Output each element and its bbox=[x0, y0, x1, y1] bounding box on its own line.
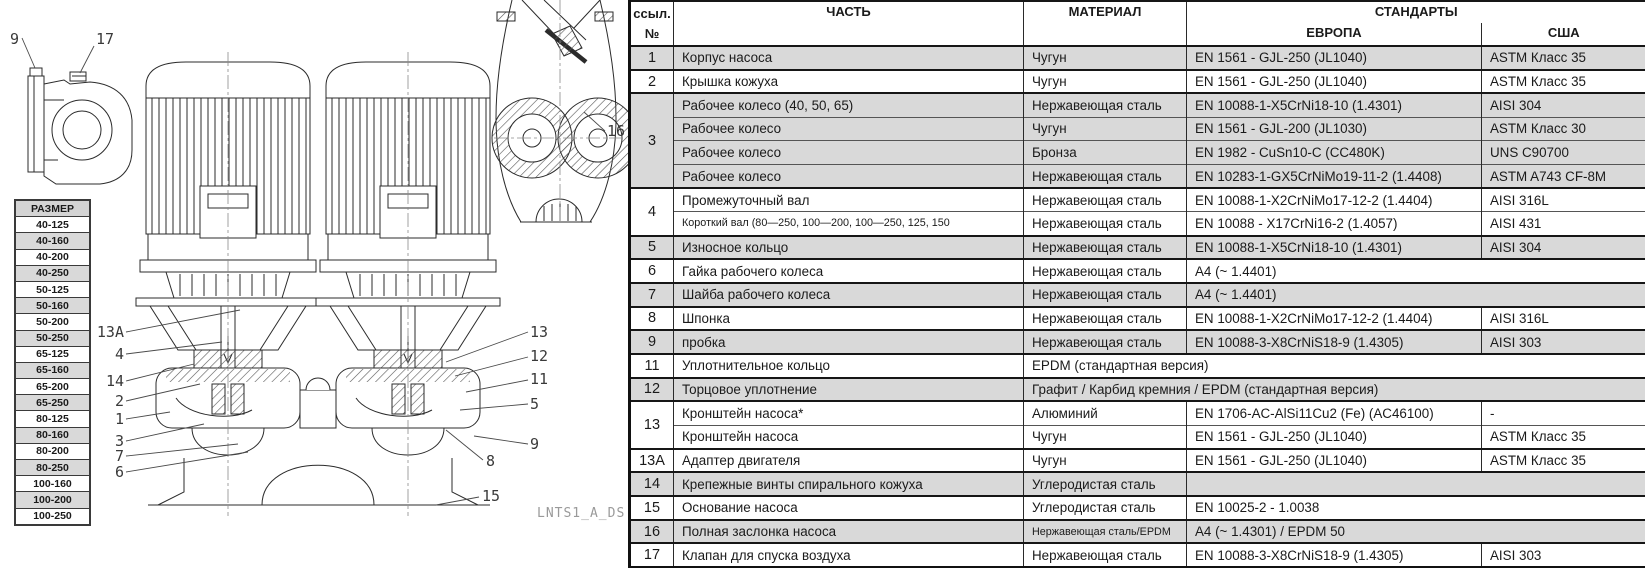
size-table-body bbox=[15, 217, 90, 525]
size-value: 50-200 bbox=[15, 314, 90, 330]
standard-europe: EN 1561 - GJL-250 (JL1040) bbox=[1187, 46, 1482, 70]
size-row bbox=[15, 411, 90, 427]
material: Нержавеющая сталь bbox=[1024, 259, 1187, 283]
parts-row bbox=[630, 93, 1645, 117]
callout-3: 3 bbox=[115, 432, 124, 450]
part-name: Полная заслонка насоса bbox=[674, 520, 1024, 544]
standard-combined: A4 (~ 1.4401) bbox=[1187, 259, 1645, 283]
standard-europe: EN 10088-1-X5CrNi18-10 (1.4301) bbox=[1187, 236, 1482, 260]
standard-usa: ASTM Класс 35 bbox=[1482, 70, 1645, 94]
part-name: Торцовое уплотнение bbox=[674, 378, 1024, 402]
col-header-ref-line1: ссыл. bbox=[633, 4, 671, 24]
standard-usa: UNS C90700 bbox=[1482, 141, 1645, 165]
ref-number: 15 bbox=[630, 496, 674, 520]
ref-number: 11 bbox=[630, 354, 674, 378]
size-row bbox=[15, 379, 90, 395]
callout-15: 15 bbox=[482, 487, 500, 505]
standard-europe: EN 1561 - GJL-250 (JL1040) bbox=[1187, 70, 1482, 94]
part-name: Кронштейн насоса* bbox=[674, 401, 1024, 425]
material: Чугун bbox=[1024, 117, 1187, 141]
material: Чугун bbox=[1024, 425, 1187, 449]
col-header-ref bbox=[630, 1, 674, 46]
parts-row bbox=[630, 330, 1645, 354]
size-value: 50-160 bbox=[15, 298, 90, 314]
callout-7: 7 bbox=[115, 447, 124, 465]
callout-17: 17 bbox=[96, 30, 114, 48]
standard-usa: AISI 431 bbox=[1482, 212, 1645, 236]
parts-row bbox=[630, 117, 1645, 141]
size-row bbox=[15, 217, 90, 233]
standard-usa: AISI 303 bbox=[1482, 330, 1645, 354]
size-value: 100-160 bbox=[15, 476, 90, 492]
size-value: 40-125 bbox=[15, 217, 90, 233]
callout-14: 14 bbox=[106, 372, 124, 390]
parts-row bbox=[630, 46, 1645, 70]
size-value: 80-200 bbox=[15, 443, 90, 459]
col-header-europe: ЕВРОПА bbox=[1187, 23, 1482, 46]
size-value: 50-250 bbox=[15, 330, 90, 346]
material: Алюминий bbox=[1024, 401, 1187, 425]
callout-1: 1 bbox=[115, 410, 124, 428]
material: Нержавеющая сталь bbox=[1024, 543, 1187, 567]
callout-13: 13 bbox=[530, 323, 548, 341]
standard-combined: A4 (~ 1.4401) bbox=[1187, 283, 1645, 307]
material-combined: Графит / Карбид кремния / EPDM (стандартная версия) bbox=[1024, 378, 1645, 402]
size-table-header: РАЗМЕР bbox=[15, 200, 90, 217]
part-name: Крепежные винты спирального кожуха bbox=[674, 472, 1024, 496]
ref-number: 9 bbox=[630, 330, 674, 354]
callout-5: 5 bbox=[530, 395, 539, 413]
part-name: Основание насоса bbox=[674, 496, 1024, 520]
material: Нержавеющая сталь bbox=[1024, 283, 1187, 307]
parts-row bbox=[630, 543, 1645, 567]
ref-number: 17 bbox=[630, 543, 674, 567]
size-value: 40-250 bbox=[15, 265, 90, 281]
standard-europe: EN 1706-AC-AlSi11Cu2 (Fe) (AC46100) bbox=[1187, 401, 1482, 425]
part-name: Рабочее колесо (40, 50, 65) bbox=[674, 93, 1024, 117]
parts-row bbox=[630, 472, 1645, 496]
standard-combined: EN 10025-2 - 1.0038 bbox=[1187, 496, 1645, 520]
callout-2: 2 bbox=[115, 392, 124, 410]
ref-number: 6 bbox=[630, 259, 674, 283]
size-row bbox=[15, 362, 90, 378]
part-name: Гайка рабочего колеса bbox=[674, 259, 1024, 283]
callout-13A: 13A bbox=[97, 323, 124, 341]
ref-number: 1 bbox=[630, 46, 674, 70]
callout-9-drain: 9 bbox=[530, 435, 539, 453]
parts-row bbox=[630, 520, 1645, 544]
size-row bbox=[15, 265, 90, 281]
part-name: Износное кольцо bbox=[674, 236, 1024, 260]
standard-europe: EN 1561 - GJL-250 (JL1040) bbox=[1187, 449, 1482, 473]
material: Углеродистая сталь bbox=[1024, 472, 1187, 496]
ref-number: 7 bbox=[630, 283, 674, 307]
part-name: Крышка кожуха bbox=[674, 70, 1024, 94]
standard-europe: EN 1561 - GJL-250 (JL1040) bbox=[1187, 425, 1482, 449]
pump-cross-section-diagram bbox=[0, 0, 628, 543]
size-row bbox=[15, 427, 90, 443]
parts-row bbox=[630, 449, 1645, 473]
size-value: 50-125 bbox=[15, 281, 90, 297]
col-header-part: ЧАСТЬ bbox=[674, 1, 1024, 46]
standard-usa: AISI 316L bbox=[1482, 188, 1645, 212]
standard-europe: EN 1561 - GJL-200 (JL1030) bbox=[1187, 117, 1482, 141]
ref-number: 5 bbox=[630, 236, 674, 260]
size-row bbox=[15, 249, 90, 265]
parts-row bbox=[630, 496, 1645, 520]
standard-europe: EN 10088 - X17CrNi16-2 (1.4057) bbox=[1187, 212, 1482, 236]
standard-europe: EN 10088-1-X5CrNi18-10 (1.4301) bbox=[1187, 93, 1482, 117]
standard-europe: EN 10088-1-X2CrNiMo17-12-2 (1.4404) bbox=[1187, 188, 1482, 212]
ref-number: 14 bbox=[630, 472, 674, 496]
standard-usa: AISI 304 bbox=[1482, 93, 1645, 117]
material: Нержавеющая сталь bbox=[1024, 330, 1187, 354]
part-name: пробка bbox=[674, 330, 1024, 354]
size-value: 100-250 bbox=[15, 508, 90, 525]
ref-number: 12 bbox=[630, 378, 674, 402]
callout-9: 9 bbox=[10, 30, 19, 48]
part-name: Кронштейн насоса bbox=[674, 425, 1024, 449]
material: Чугун bbox=[1024, 70, 1187, 94]
ref-number: 13 bbox=[630, 401, 674, 448]
parts-row bbox=[630, 236, 1645, 260]
suction-flange-side-view bbox=[28, 68, 132, 184]
standard-usa: AISI 316L bbox=[1482, 307, 1645, 331]
col-header-usa: США bbox=[1482, 23, 1645, 46]
col-header-material: МАТЕРИАЛ bbox=[1024, 1, 1187, 46]
size-row bbox=[15, 508, 90, 525]
standard-usa: ASTM Класс 30 bbox=[1482, 117, 1645, 141]
col-header-ref-line2: № bbox=[633, 24, 671, 44]
material-combined: EPDM (стандартная версия) bbox=[1024, 354, 1645, 378]
pump-diagram-panel bbox=[0, 0, 628, 543]
size-row bbox=[15, 233, 90, 249]
size-value: 40-200 bbox=[15, 249, 90, 265]
parts-row bbox=[630, 425, 1645, 449]
size-value: 80-250 bbox=[15, 460, 90, 476]
callout-8: 8 bbox=[486, 452, 495, 470]
standard-combined bbox=[1187, 472, 1645, 496]
size-row bbox=[15, 330, 90, 346]
callout-12: 12 bbox=[530, 347, 548, 365]
size-row bbox=[15, 492, 90, 508]
part-name: Адаптер двигателя bbox=[674, 449, 1024, 473]
size-row bbox=[15, 314, 90, 330]
size-row bbox=[15, 281, 90, 297]
standard-usa: ASTM Класс 35 bbox=[1482, 425, 1645, 449]
parts-table-body bbox=[630, 46, 1645, 567]
part-name: Корпус насоса bbox=[674, 46, 1024, 70]
part-name: Рабочее колесо bbox=[674, 117, 1024, 141]
part-name: Шайба рабочего колеса bbox=[674, 283, 1024, 307]
standard-europe: EN 10283-1-GX5CrNiMo19-11-2 (1.4408) bbox=[1187, 164, 1482, 188]
material: Нержавеющая сталь bbox=[1024, 212, 1187, 236]
parts-table-header bbox=[630, 1, 1645, 46]
drawing-code: LNTS1_A_DS bbox=[537, 506, 625, 521]
standard-usa: AISI 304 bbox=[1482, 236, 1645, 260]
part-name: Промежуточный вал bbox=[674, 188, 1024, 212]
size-value: 40-160 bbox=[15, 233, 90, 249]
parts-row bbox=[630, 259, 1645, 283]
size-value: 65-250 bbox=[15, 395, 90, 411]
callout-11: 11 bbox=[530, 370, 548, 388]
standard-europe: EN 1982 - CuSn10-C (CC480K) bbox=[1187, 141, 1482, 165]
size-value: 100-200 bbox=[15, 492, 90, 508]
parts-row bbox=[630, 70, 1645, 94]
ref-number: 16 bbox=[630, 520, 674, 544]
material: Бронза bbox=[1024, 141, 1187, 165]
top-view-detail bbox=[492, 0, 628, 222]
part-name: Клапан для спуска воздуха bbox=[674, 543, 1024, 567]
part-name: Рабочее колесо bbox=[674, 164, 1024, 188]
standard-europe: EN 10088-1-X2CrNiMo17-12-2 (1.4404) bbox=[1187, 307, 1482, 331]
size-row bbox=[15, 395, 90, 411]
size-row bbox=[15, 476, 90, 492]
standard-europe: EN 10088-3-X8CrNiS18-9 (1.4305) bbox=[1187, 543, 1482, 567]
part-name: Шпонка bbox=[674, 307, 1024, 331]
size-table bbox=[14, 199, 91, 526]
material: Нержавеющая сталь bbox=[1024, 164, 1187, 188]
size-row bbox=[15, 443, 90, 459]
material: Нержавеющая сталь bbox=[1024, 188, 1187, 212]
parts-row bbox=[630, 307, 1645, 331]
ref-number: 8 bbox=[630, 307, 674, 331]
size-value: 65-160 bbox=[15, 362, 90, 378]
parts-table bbox=[628, 0, 1645, 568]
col-header-standards: СТАНДАРТЫ bbox=[1187, 1, 1645, 23]
material: Чугун bbox=[1024, 46, 1187, 70]
parts-row bbox=[630, 164, 1645, 188]
standard-usa: AISI 303 bbox=[1482, 543, 1645, 567]
material: Нержавеющая сталь bbox=[1024, 93, 1187, 117]
size-value: 65-200 bbox=[15, 379, 90, 395]
standard-combined: A4 (~ 1.4301) / EPDM 50 bbox=[1187, 520, 1645, 544]
parts-row bbox=[630, 188, 1645, 212]
part-name: Короткий вал (80—250, 100—200, 100—250, 125, 150 bbox=[674, 212, 1024, 236]
standard-usa: ASTM A743 CF-8M bbox=[1482, 164, 1645, 188]
size-value: 65-125 bbox=[15, 346, 90, 362]
standard-usa: - bbox=[1482, 401, 1645, 425]
size-row bbox=[15, 460, 90, 476]
size-value: 80-125 bbox=[15, 411, 90, 427]
ref-number: 4 bbox=[630, 188, 674, 235]
part-name: Рабочее колесо bbox=[674, 141, 1024, 165]
material: Нержавеющая сталь/EPDM bbox=[1024, 520, 1187, 544]
parts-row bbox=[630, 401, 1645, 425]
callout-4: 4 bbox=[115, 345, 124, 363]
material: Нержавеющая сталь bbox=[1024, 236, 1187, 260]
material: Углеродистая сталь bbox=[1024, 496, 1187, 520]
parts-row bbox=[630, 283, 1645, 307]
parts-table-panel bbox=[628, 0, 1645, 543]
material: Нержавеющая сталь bbox=[1024, 307, 1187, 331]
ref-number: 2 bbox=[630, 70, 674, 94]
standard-usa: ASTM Класс 35 bbox=[1482, 449, 1645, 473]
parts-row bbox=[630, 378, 1645, 402]
parts-row bbox=[630, 354, 1645, 378]
material: Чугун bbox=[1024, 449, 1187, 473]
callout-16: 16 bbox=[607, 122, 625, 140]
standard-usa: ASTM Класс 35 bbox=[1482, 46, 1645, 70]
standard-europe: EN 10088-3-X8CrNiS18-9 (1.4305) bbox=[1187, 330, 1482, 354]
parts-row bbox=[630, 141, 1645, 165]
size-row bbox=[15, 346, 90, 362]
ref-number: 13A bbox=[630, 449, 674, 473]
size-value: 80-160 bbox=[15, 427, 90, 443]
part-name: Уплотнительное кольцо bbox=[674, 354, 1024, 378]
parts-row bbox=[630, 212, 1645, 236]
size-row bbox=[15, 298, 90, 314]
callout-6: 6 bbox=[115, 463, 124, 481]
ref-number: 3 bbox=[630, 93, 674, 188]
